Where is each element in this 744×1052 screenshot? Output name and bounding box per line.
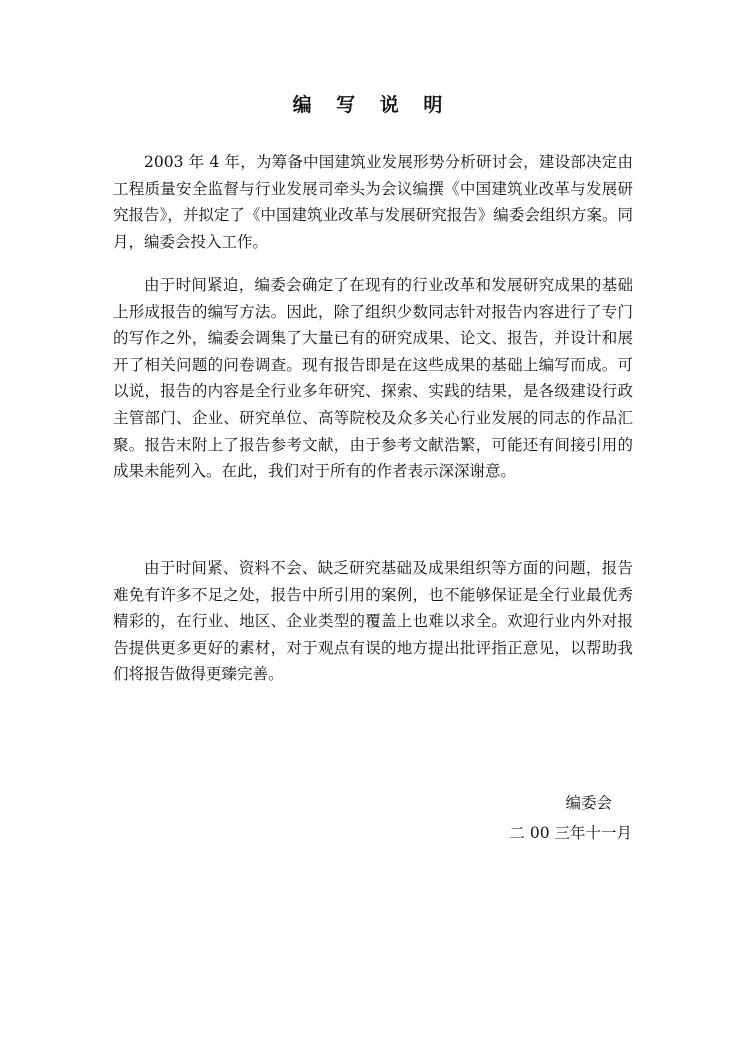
signature-date: 二 00 三年十一月 [509,824,632,842]
paragraph-3: 由于时间紧、资料不会、缺乏研究基础及成果组织等方面的问题，报告难免有许多不足之处，报告中所引用的案例，也不能够保证是全行业最优秀精彩的，在行业、地区、企业类型的覆盖上也难以求全。欢迎行业内外对报告提供更多更好的素材，对于观点有误的地方提出批评指正意见，以帮助我们将报告做得更臻完善。 [113,559,633,684]
paragraph-2: 由于时间紧迫，编委会确定了在现有的行业改革和发展研究成果的基础上形成报告的编写方法。因此，除了组织少数同志针对报告内容进行了专门的写作之外，编委会调集了大量已有的研究成果、论文、报告，并设计和展开了相关问题的问卷调查。现有报告即是在这些成果的基础上编写而成。可以说，报告的内容是全行业多年研究、探索、实践的结果，是各级建设行政主管部门、企业、研究单位、高等院校及众多关心行业发展的同志的作品汇聚。报告末附上了报告参考文献，由于参考文献浩繁，可能还有间接引用的成果未能列入。在此，我们对于所有的作者表示深深谢意。 [113,276,633,481]
page-title: 编 写 说 明 [292,94,452,116]
signature-org: 编委会 [565,794,612,812]
paragraph-1: 2003 年 4 年，为筹备中国建筑业发展形势分析研讨会，建设部决定由工程质量安全监督与行业发展司牵头为会议编撰《中国建筑业改革与发展研究报告》，并拟定了《中国建筑业改革与发展研究报告》编委会组织方案。同月，编委会投入工作。 [113,153,633,251]
